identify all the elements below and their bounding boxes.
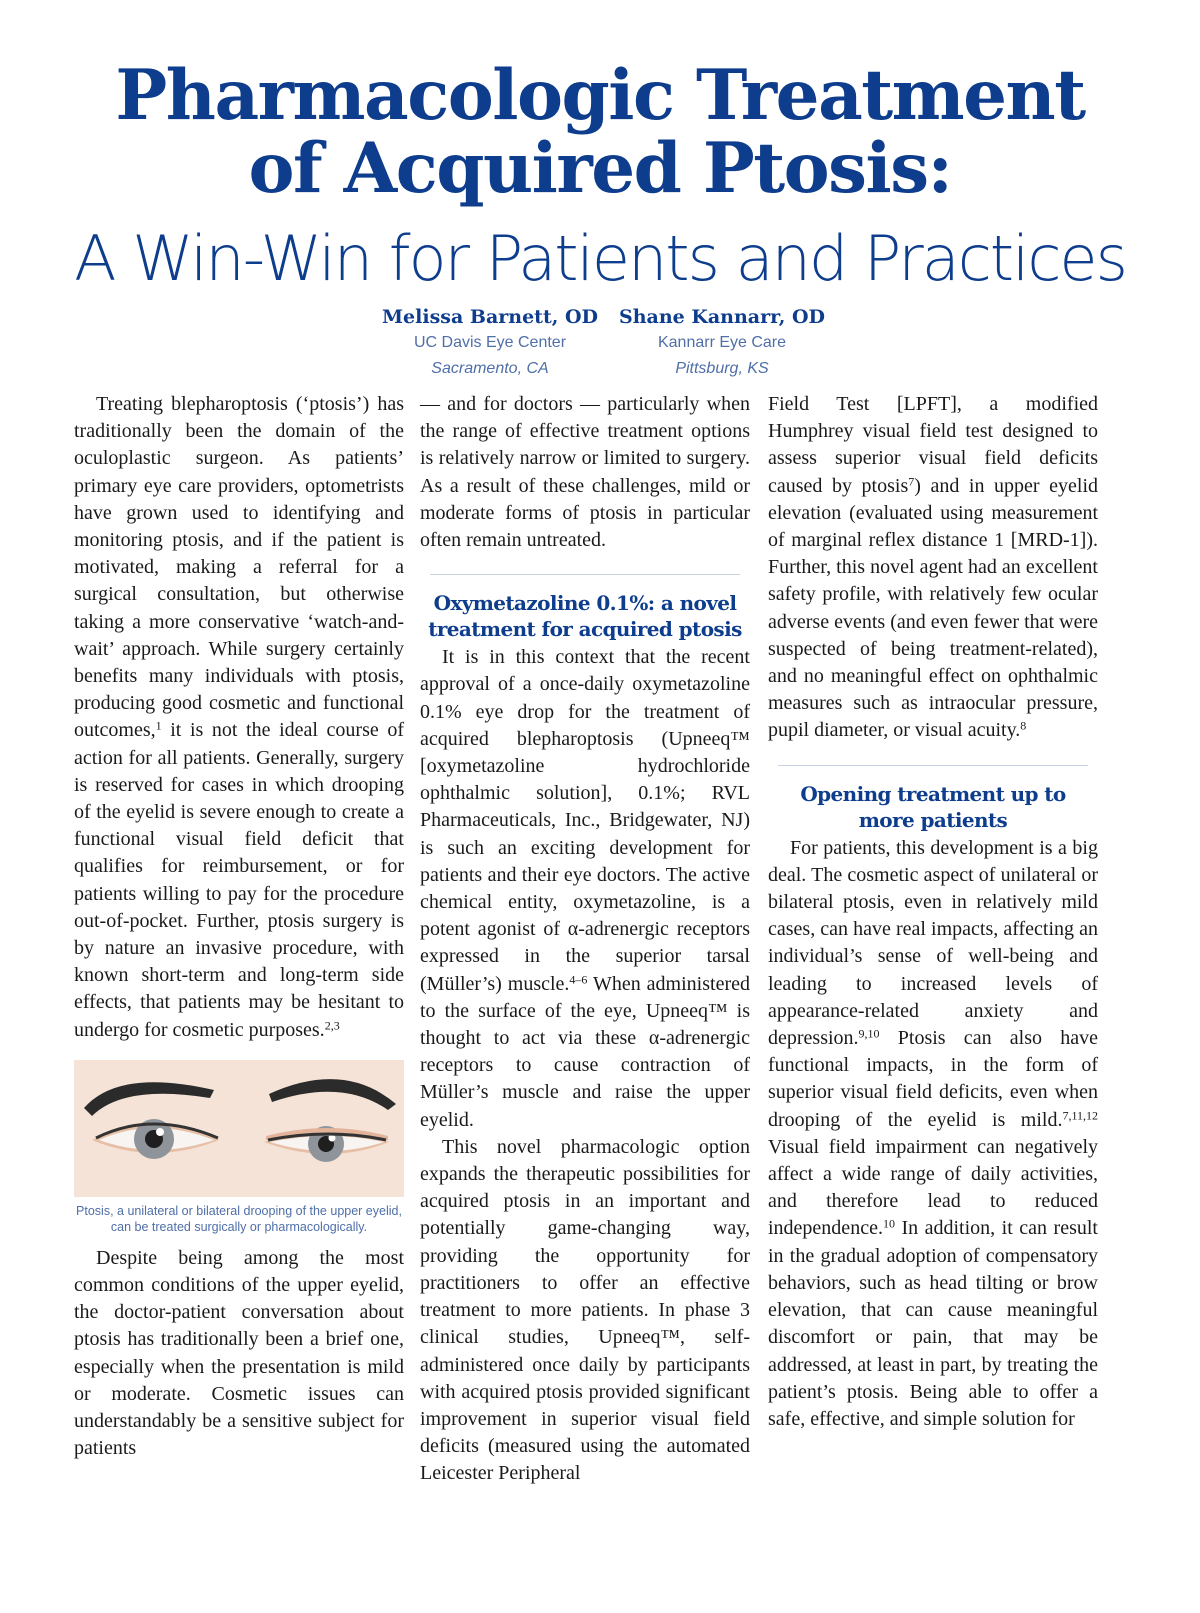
ptosis-eyes-illustration [74, 1060, 404, 1197]
section-heading-oxymetazoline [420, 590, 750, 642]
column-1 [74, 391, 404, 1463]
author-location: Sacramento, CA [431, 360, 549, 377]
text: Field Test [LPFT], a modified Humphrey visual field test designed to assess superior visual field deficits caused by ptosis [768, 393, 1098, 497]
text: it is not the ideal course of action for all patients. Generally, surgery is reserved for cases in which drooping of the eyelid is severe enough to create a functional visual field deficit that qualifies for reimbursement, or for patients willing to pay for the procedure out-of-pocket. Further, ptosis surgery is by nature an invasive procedure, with known short-term and long-term side effects, that patients may be hesitant to undergo for cosmetic purposes. [74, 719, 404, 1041]
citation: 7 [908, 474, 915, 489]
citation: 7,11,12 [1062, 1108, 1098, 1123]
title-line-1: Pharmacologic Treatment [115, 55, 1085, 136]
paragraph: Despite being among the most common conditions of the upper eyelid, the doctor-patient conversation about ptosis has traditionally been a brief one, especially when the presentation is mild or moderate. Cosmetic issues can understandably be a sensitive subject for patients [74, 1246, 404, 1460]
author-location: Pittsburg, KS [675, 360, 769, 377]
citation: 9,10 [858, 1026, 880, 1041]
text: For patients, this development is a big deal. The cosmetic aspect of unilateral or bilateral ptosis, even in relatively mild cases, can have real impacts, affecting an individual’s sense of well-being and leading to increased levels of appearance-related anxiety and depression. [768, 836, 1098, 1050]
column-2 [420, 391, 750, 1488]
text: In addition, it can result in the gradual adoption of compensatory behaviors, such as head tilting or brow elevation, that can cause meaningful discomfort or pain, that may be addressed, at least in part, by treating the patient’s ptosis. Being able to offer a safe, effective, and simple solution for [768, 1217, 1098, 1430]
citation: 1 [155, 718, 162, 733]
heading-line: Oxymetazoline 0.1%: a novel [433, 591, 737, 616]
figure [74, 1060, 404, 1235]
text: Visual field impairment can negatively affect a wide range of daily activities, and therefore lead to reduced independence. [768, 1135, 1098, 1240]
title-line-2: of Acquired Ptosis: [248, 128, 952, 209]
paragraph [768, 391, 1098, 745]
author-block-1 [380, 304, 600, 382]
citation: 4–6 [569, 972, 588, 987]
paragraph [74, 391, 404, 1044]
citation: 2,3 [324, 1018, 340, 1033]
author-name: Melissa Barnett, OD [382, 306, 598, 328]
author-name: Shane Kannarr, OD [618, 306, 826, 328]
citation: 8 [1020, 718, 1027, 733]
text: When administered to the surface of the eye, Upneeq™ is thought to act via these α-adrenergic receptors to cause contraction of Müller’s muscle and raise the upper eyelid. [420, 972, 750, 1131]
text: Ptosis can also have functional impacts, in the form of superior visual field deficits, even when drooping of the eyelid is mild. [768, 1027, 1098, 1131]
heading-line: Opening treatment up to [800, 781, 1066, 806]
subtitle: A Win-Win for Patients and Practices [74, 222, 1126, 295]
paragraph: — and for doctors — particularly when the range of effective treatment options is relatively narrow or limited to surgery. As a result of these challenges, mild or moderate forms of ptosis in particular often remain untreated. [420, 393, 750, 552]
author-block-2 [612, 304, 832, 382]
figure-caption: Ptosis, a unilateral or bilateral drooping of the upper eyelid, can be treated surgically or pharmacologically. [76, 1203, 402, 1234]
heading-line: more patients [858, 807, 1008, 832]
author-affiliation: Kannarr Eye Care [657, 334, 787, 351]
paragraph [768, 835, 1098, 1433]
heading-line: treatment for acquired ptosis [428, 617, 742, 642]
column-3 [768, 391, 1098, 1433]
text: It is in this context that the recent approval of a once-daily oxymetazoline 0.1% eye drop for the treatment of acquired blepharoptosis (Upneeq™ [oxymetazoline hydrochloride ophthalmic solution], 0.1%; RVL Pharmaceuticals, Inc., Bridgewater, NJ) is such an exciting development for patients and their eye doctors. The active chemical entity, oxymetazoline, is a potent agonist of α-adrenergic receptors expressed in the superior tarsal (Müller’s) muscle. [420, 646, 750, 995]
section-divider [778, 765, 1088, 766]
section-heading-opening-treatment [768, 781, 1098, 833]
text: Treating blepharoptosis (‘ptosis’) has traditionally been the domain of the oculoplastic surgeon. As patients’ primary eye care providers, optometrists have grown used to identifying and monitoring ptosis, and if the patient is motivated, making a referral for a surgical consultation, but otherwise taking a more conservative ‘watch-and-wait’ approach. While surgery certainly benefits many individuals with ptosis, producing good cosmetic and functional outcomes, [74, 393, 404, 742]
paragraph [420, 644, 750, 1134]
citation: 10 [882, 1216, 895, 1231]
text: ) and in upper eyelid elevation (evaluated using measurement of marginal reflex distance 1 [MRD-1]). Further, this novel agent had an excellent safety profile, with relatively few ocular adverse events (and even fewer that were suspected of being treatment-related), and no meaningful effect on ophthalmic measures such as intraocular pressure, pupil diameter, or visual acuity. [768, 474, 1099, 742]
paragraph: This novel pharmacologic option expands the therapeutic possibilities for acquired ptosis in an important and potentially game-changing way, providing the opportunity for practitioners to offer an effective treatment to more patients. In phase 3 clinical studies, Upneeq™, self-administered once daily by participants with acquired ptosis provided significant improvement in superior visual field deficits (measured using the automated Leicester Peripheral [420, 1135, 750, 1485]
author-affiliation: UC Davis Eye Center [413, 334, 567, 351]
section-divider [430, 574, 740, 575]
